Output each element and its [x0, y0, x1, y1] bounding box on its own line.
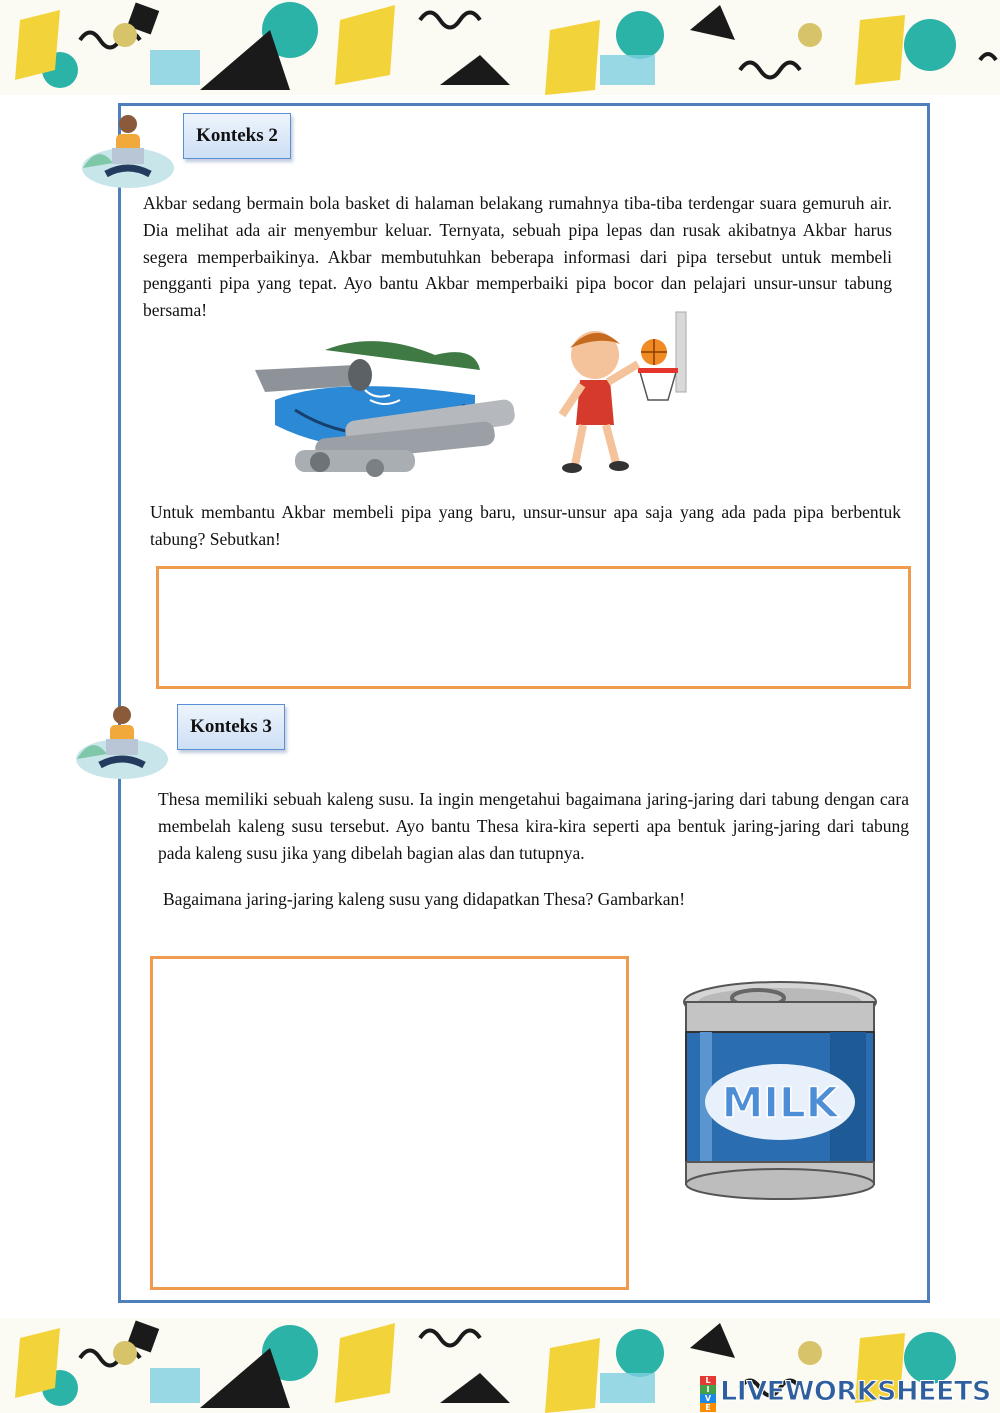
context-3-story: Thesa memiliki sebuah kaleng susu. Ia ingin mengetahui bagaimana jaring-jaring dari tabung dengan cara membelah kaleng susu tersebut. Ayo bantu Thesa kira-kira seperti apa bentuk jaring-jaring dari tabung pada kaleng susu jika yang dibelah bagian alas dan tutupnya. [158, 789, 909, 863]
milk-can-label: MILK [721, 1078, 839, 1127]
context-2-story: Akbar sedang bermain bola basket di halaman belakang rumahnya tiba-tiba terdengar suara gemuruh air. Dia melihat ada air menyembur keluar. Ternyata, sebuah pipa lepas dan rusak akibatnya Akbar harus segera memperbaikinya. Akbar membutuhkan beberapa informasi dari pipa tersebut untuk membeli pengganti pipa yang tepat. Ayo bantu Akbar memperbaiki pipa bocor dan pelajari unsur-unsur tabung bersama! [143, 193, 892, 321]
context-3-question: Bagaimana jaring-jaring kaleng susu yang didapatkan Thesa? Gambarkan! [163, 889, 686, 909]
context-3-label: Konteks 3 [177, 704, 285, 750]
context-2-header [78, 108, 298, 188]
live-letter: I [700, 1385, 716, 1394]
student-laptop-icon [78, 108, 178, 188]
live-letters-icon [700, 1376, 716, 1412]
context-3-drawing-box[interactable] [150, 956, 629, 1290]
live-letter: V [700, 1394, 716, 1403]
top-decorative-border [0, 0, 1000, 95]
context-2-question: Untuk membantu Akbar membeli pipa yang baru, unsur-unsur apa saja yang ada pada pipa berbentuk tabung? Sebutkan! [150, 502, 901, 549]
liveworksheets-wordmark: LIVEWORKSHEETS [720, 1375, 991, 1407]
context-2-answer-box[interactable] [156, 566, 911, 689]
milk-can-image [680, 980, 880, 1202]
liveworksheets-logo [700, 1374, 991, 1412]
context-2-label: Konteks 2 [183, 113, 291, 159]
basketball-player-image [548, 310, 693, 475]
context-3-header [72, 699, 292, 779]
live-letter: L [700, 1376, 716, 1385]
pvc-pipes-image [255, 330, 520, 480]
student-laptop-icon [72, 699, 172, 779]
live-letter: E [700, 1403, 716, 1412]
